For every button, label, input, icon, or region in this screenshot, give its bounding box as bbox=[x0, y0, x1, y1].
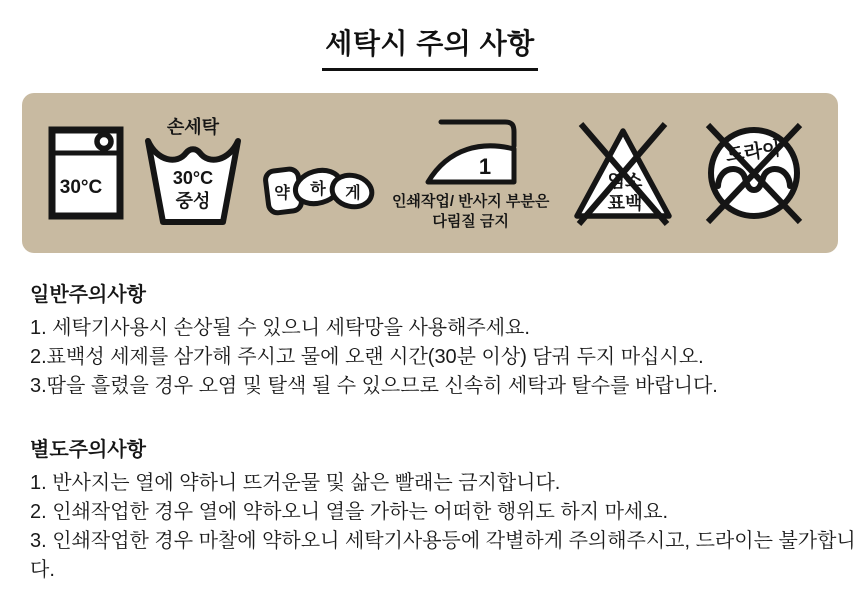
wring-char-2: 하 bbox=[309, 181, 326, 198]
hand-wash-temp: 30°C bbox=[173, 168, 214, 188]
no-chlorine-bleach-icon bbox=[567, 116, 679, 230]
general-notes-heading: 일반주의사항 bbox=[30, 284, 146, 306]
dry-clean-label: 드라이 bbox=[724, 138, 782, 167]
wring-twist-icon bbox=[263, 155, 375, 217]
precaution-notes bbox=[30, 278, 860, 585]
iron-caption-line1: 인쇄작업/ 반사지 부분은 bbox=[391, 192, 550, 210]
special-note-1: 1. 반사지는 열에 약하니 뜨거운물 및 삶은 빨래는 금지합니다. bbox=[30, 472, 561, 494]
hand-wash-label: 손세탁 bbox=[167, 117, 220, 137]
hand-wash-detergent: 중성 bbox=[175, 191, 211, 211]
bleach-label-line1: 염소 bbox=[607, 171, 643, 191]
care-symbols-panel bbox=[22, 93, 838, 253]
special-notes-section bbox=[30, 433, 860, 585]
hand-wash-symbol bbox=[141, 117, 245, 229]
machine-wash-symbol bbox=[48, 126, 124, 220]
general-notes-section bbox=[30, 278, 860, 401]
iron-caption bbox=[392, 192, 549, 232]
washing-machine-icon bbox=[48, 126, 124, 220]
wring-char-1: 약 bbox=[273, 185, 290, 202]
no-dry-cleaning-symbol bbox=[696, 116, 812, 230]
special-note-3: 3. 인쇄작업한 경우 마찰에 약하오니 세탁기사용등에 각별하게 주의해주시고, 드라이는 불가합니다. bbox=[30, 530, 856, 581]
special-notes-heading: 별도주의사항 bbox=[30, 439, 146, 461]
page-header bbox=[0, 22, 860, 71]
no-bleach-symbol bbox=[567, 116, 679, 230]
iron-caption-line2: 다림질 금지 bbox=[432, 212, 509, 230]
page-title: 세탁시 주의 사항 bbox=[322, 22, 537, 71]
general-note-3: 3.땀을 흘렸을 경우 오염 및 탈색 될 수 있으므로 신속히 세탁과 탈수를 바랍니다. bbox=[30, 375, 718, 397]
general-note-1: 1. 세탁기사용시 손상될 수 있으니 세탁망을 사용해주세요. bbox=[30, 317, 530, 339]
iron-symbol bbox=[392, 115, 549, 232]
iron-icon bbox=[421, 115, 521, 187]
no-dry-cleaning-icon bbox=[696, 116, 812, 230]
machine-wash-temp: 30°C bbox=[59, 177, 103, 198]
iron-level: 1 bbox=[478, 153, 491, 179]
wring-gently-symbol bbox=[263, 155, 375, 217]
special-note-2: 2. 인쇄작업한 경우 열에 약하오니 열을 가하는 어떠한 행위도 하지 마세요. bbox=[30, 501, 669, 523]
wring-char-3: 게 bbox=[344, 185, 361, 202]
general-note-2: 2.표백성 세제를 삼가해 주시고 물에 오랜 시간(30분 이상) 담궈 두지 마십시오. bbox=[30, 346, 704, 368]
bleach-label-line2: 표백 bbox=[607, 193, 643, 213]
hand-wash-basin-icon bbox=[141, 117, 245, 229]
